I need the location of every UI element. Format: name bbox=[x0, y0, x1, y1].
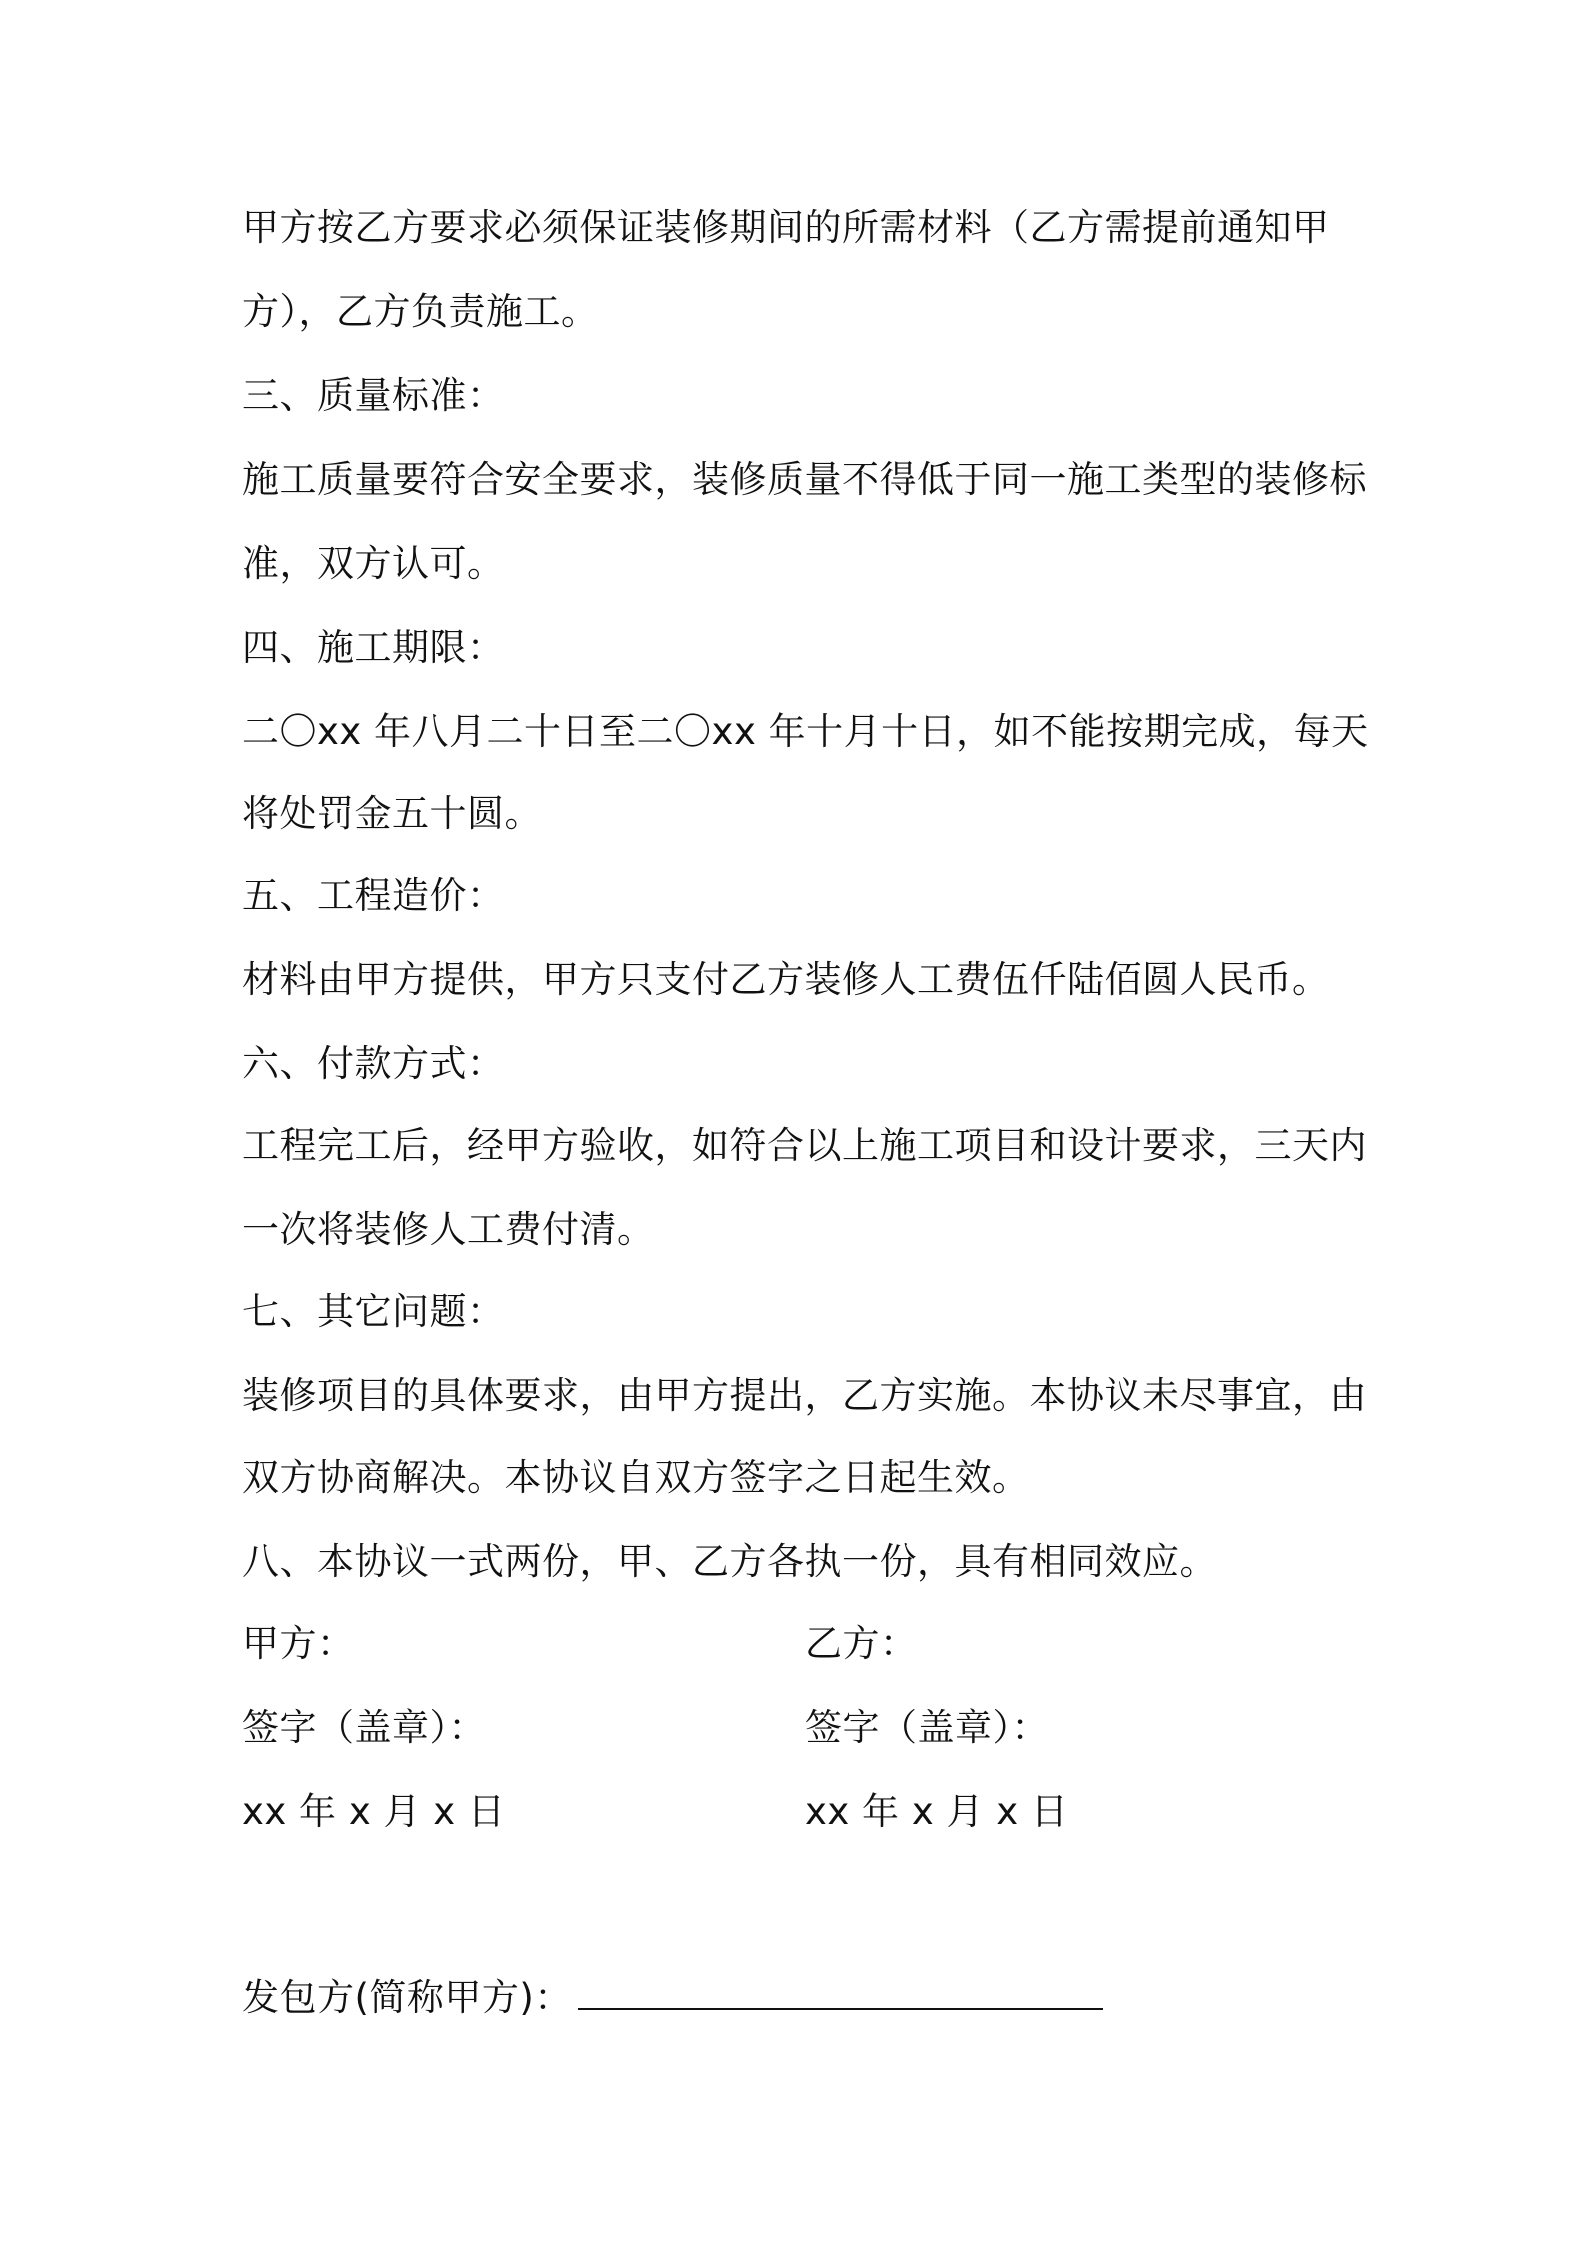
section-heading-cost: 五、工程造价： bbox=[242, 874, 505, 917]
paragraph-line: 将处罚金五十圆。 bbox=[242, 792, 542, 835]
section-heading-copies: 八、本协议一式两份，甲、乙方各执一份，具有相同效应。 bbox=[242, 1540, 1217, 1583]
party-a-date: xx 年 x 月 x 日 bbox=[242, 1790, 506, 1833]
party-b-sign: 签字（盖章）： bbox=[805, 1706, 1049, 1749]
party-a-label: 甲方： bbox=[242, 1622, 355, 1665]
section-heading-period: 四、施工期限： bbox=[242, 626, 505, 669]
paragraph-line: 准，双方认可。 bbox=[242, 542, 505, 585]
paragraph-line: 二〇xx 年八月二十日至二〇xx 年十月十日，如不能按期完成，每天 bbox=[242, 710, 1369, 753]
paragraph-line: 方），乙方负责施工。 bbox=[242, 290, 599, 333]
paragraph-line: 材料由甲方提供，甲方只支付乙方装修人工费伍仟陆佰圆人民币。 bbox=[242, 958, 1330, 1001]
party-b-label: 乙方： bbox=[805, 1622, 918, 1665]
paragraph-line: 一次将装修人工费付清。 bbox=[242, 1208, 655, 1251]
paragraph-line: 工程完工后，经甲方验收，如符合以上施工项目和设计要求，三天内 bbox=[242, 1124, 1367, 1167]
paragraph-line: 双方协商解决。本协议自双方签字之日起生效。 bbox=[242, 1456, 1030, 1499]
party-a-sign: 签字（盖章）： bbox=[242, 1706, 486, 1749]
party-b-date: xx 年 x 月 x 日 bbox=[805, 1790, 1069, 1833]
contractor-line bbox=[242, 1974, 1103, 2020]
section-heading-quality: 三、质量标准： bbox=[242, 374, 505, 417]
paragraph-line: 施工质量要符合安全要求，装修质量不得低于同一施工类型的装修标 bbox=[242, 458, 1367, 501]
paragraph-line: 甲方按乙方要求必须保证装修期间的所需材料（乙方需提前通知甲 bbox=[242, 206, 1330, 249]
paragraph-line: 装修项目的具体要求，由甲方提出，乙方实施。本协议未尽事宜，由 bbox=[242, 1374, 1367, 1417]
section-heading-payment: 六、付款方式： bbox=[242, 1042, 505, 1085]
contractor-blank-underline bbox=[578, 1974, 1103, 2010]
section-heading-other: 七、其它问题： bbox=[242, 1290, 505, 1333]
contractor-label: 发包方(简称甲方)： bbox=[242, 1976, 572, 2019]
